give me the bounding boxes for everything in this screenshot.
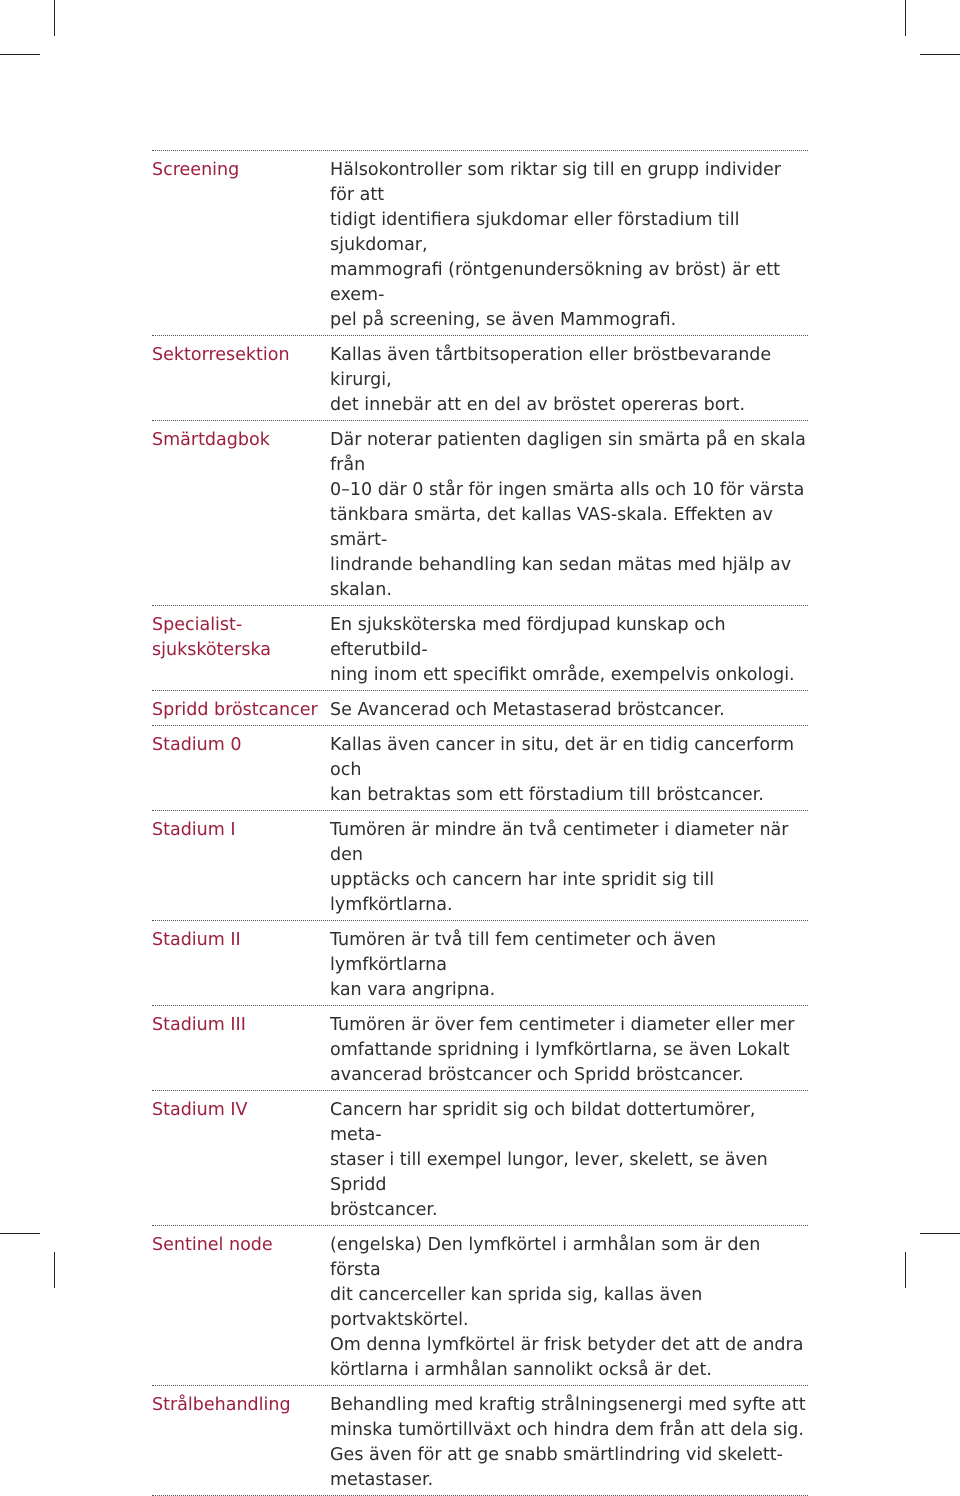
glossary-definition: Behandling med kraftig strålningsenergi med syfte att minska tumörtillväxt och hindra dem från att dela sig. Ges även för att ge snabb smärtlindring vid skelett- metastaser. xyxy=(330,1395,806,1490)
crop-mark xyxy=(54,0,55,36)
glossary-entry-screening xyxy=(152,151,808,336)
glossary-entry-smartdagbok xyxy=(152,421,808,606)
glossary-term: Strålbehandling xyxy=(152,1395,291,1415)
crop-mark xyxy=(905,0,906,36)
glossary-term: Sentinel node xyxy=(152,1235,273,1255)
glossary-term: Smärtdagbok xyxy=(152,430,270,450)
crop-mark xyxy=(0,54,40,55)
crop-mark xyxy=(905,1252,906,1288)
glossary-entry-sentinel-node xyxy=(152,1226,808,1386)
glossary-entry-stadium-iii xyxy=(152,1006,808,1091)
glossary-entry-spridd-brostcancer xyxy=(152,691,808,726)
glossary-term: Specialist- sjuksköterska xyxy=(152,615,272,660)
glossary-definition: Där noterar patienten dagligen sin smärta på en skala från 0–10 där 0 står för ingen smärta alls och 10 för värsta tänkbara smärta, det kallas VAS-skala. Effekten av smärt- lindrande behandling kan sedan mätas med hjälp av skalan. xyxy=(330,430,806,600)
glossary-list xyxy=(152,150,808,1496)
glossary-term: Spridd bröstcancer xyxy=(152,700,318,720)
glossary-definition: Tumören är två till fem centimeter och även lymfkörtlarna kan vara angripna. xyxy=(330,930,716,1000)
glossary-entry-stadium-ii xyxy=(152,921,808,1006)
crop-mark xyxy=(0,1233,40,1234)
glossary-term: Stadium II xyxy=(152,930,241,950)
glossary-entry-stadium-iv xyxy=(152,1091,808,1226)
glossary-definition: Hälsokontroller som riktar sig till en grupp individer för att tidigt identifiera sjukdomar eller förstadium till sjukdomar, mammografi (röntgenundersökning av bröst) är ett exem- pel på screening, se även Mammografi. xyxy=(330,160,781,330)
crop-mark xyxy=(920,54,960,55)
glossary-entry-stadium-0 xyxy=(152,726,808,811)
crop-mark xyxy=(54,1252,55,1288)
glossary-term: Stadium 0 xyxy=(152,735,242,755)
glossary-entry-specialistsjukskoterska xyxy=(152,606,808,691)
glossary-term: Screening xyxy=(152,160,240,180)
glossary-term: Sektorresektion xyxy=(152,345,290,365)
glossary-entry-stralbehandling xyxy=(152,1386,808,1496)
glossary-definition: Tumören är över fem centimeter i diameter eller mer omfattande spridning i lymfkörtlarna, se även Lokalt avancerad bröstcancer och Spridd bröstcancer. xyxy=(330,1015,795,1085)
glossary-definition: Kallas även tårtbitsoperation eller bröstbevarande kirurgi, det innebär att en del av bröstet opereras bort. xyxy=(330,345,772,415)
glossary-entry-stadium-i xyxy=(152,811,808,921)
crop-mark xyxy=(920,1233,960,1234)
glossary-definition: Tumören är mindre än två centimeter i diameter när den upptäcks och cancern har inte spridit sig till lymfkörtlarna. xyxy=(330,820,789,915)
glossary-definition: Kallas även cancer in situ, det är en tidig cancerform och kan betraktas som ett förstadium till bröstcancer. xyxy=(330,735,795,805)
glossary-term: Stadium I xyxy=(152,820,236,840)
glossary-definition: Cancern har spridit sig och bildat dottertumörer, meta- staser i till exempel lungor, lever, skelett, se även Spridd bröstcancer. xyxy=(330,1100,768,1220)
glossary-term: Stadium IV xyxy=(152,1100,248,1120)
glossary-term: Stadium III xyxy=(152,1015,246,1035)
glossary-entry-sektorresektion xyxy=(152,336,808,421)
glossary-definition: (engelska) Den lymfkörtel i armhålan som är den första dit cancerceller kan sprida sig, kallas även portvaktskörtel. Om denna lymfkörtel är frisk betyder det att de andra körtlarna i armhålan sannolikt också är det. xyxy=(330,1235,804,1380)
glossary-definition: En sjuksköterska med fördjupad kunskap och efterutbild- ning inom ett specifikt område, exempelvis onkologi. xyxy=(330,615,795,685)
glossary-definition: Se Avancerad och Metastaserad bröstcancer. xyxy=(330,700,725,720)
